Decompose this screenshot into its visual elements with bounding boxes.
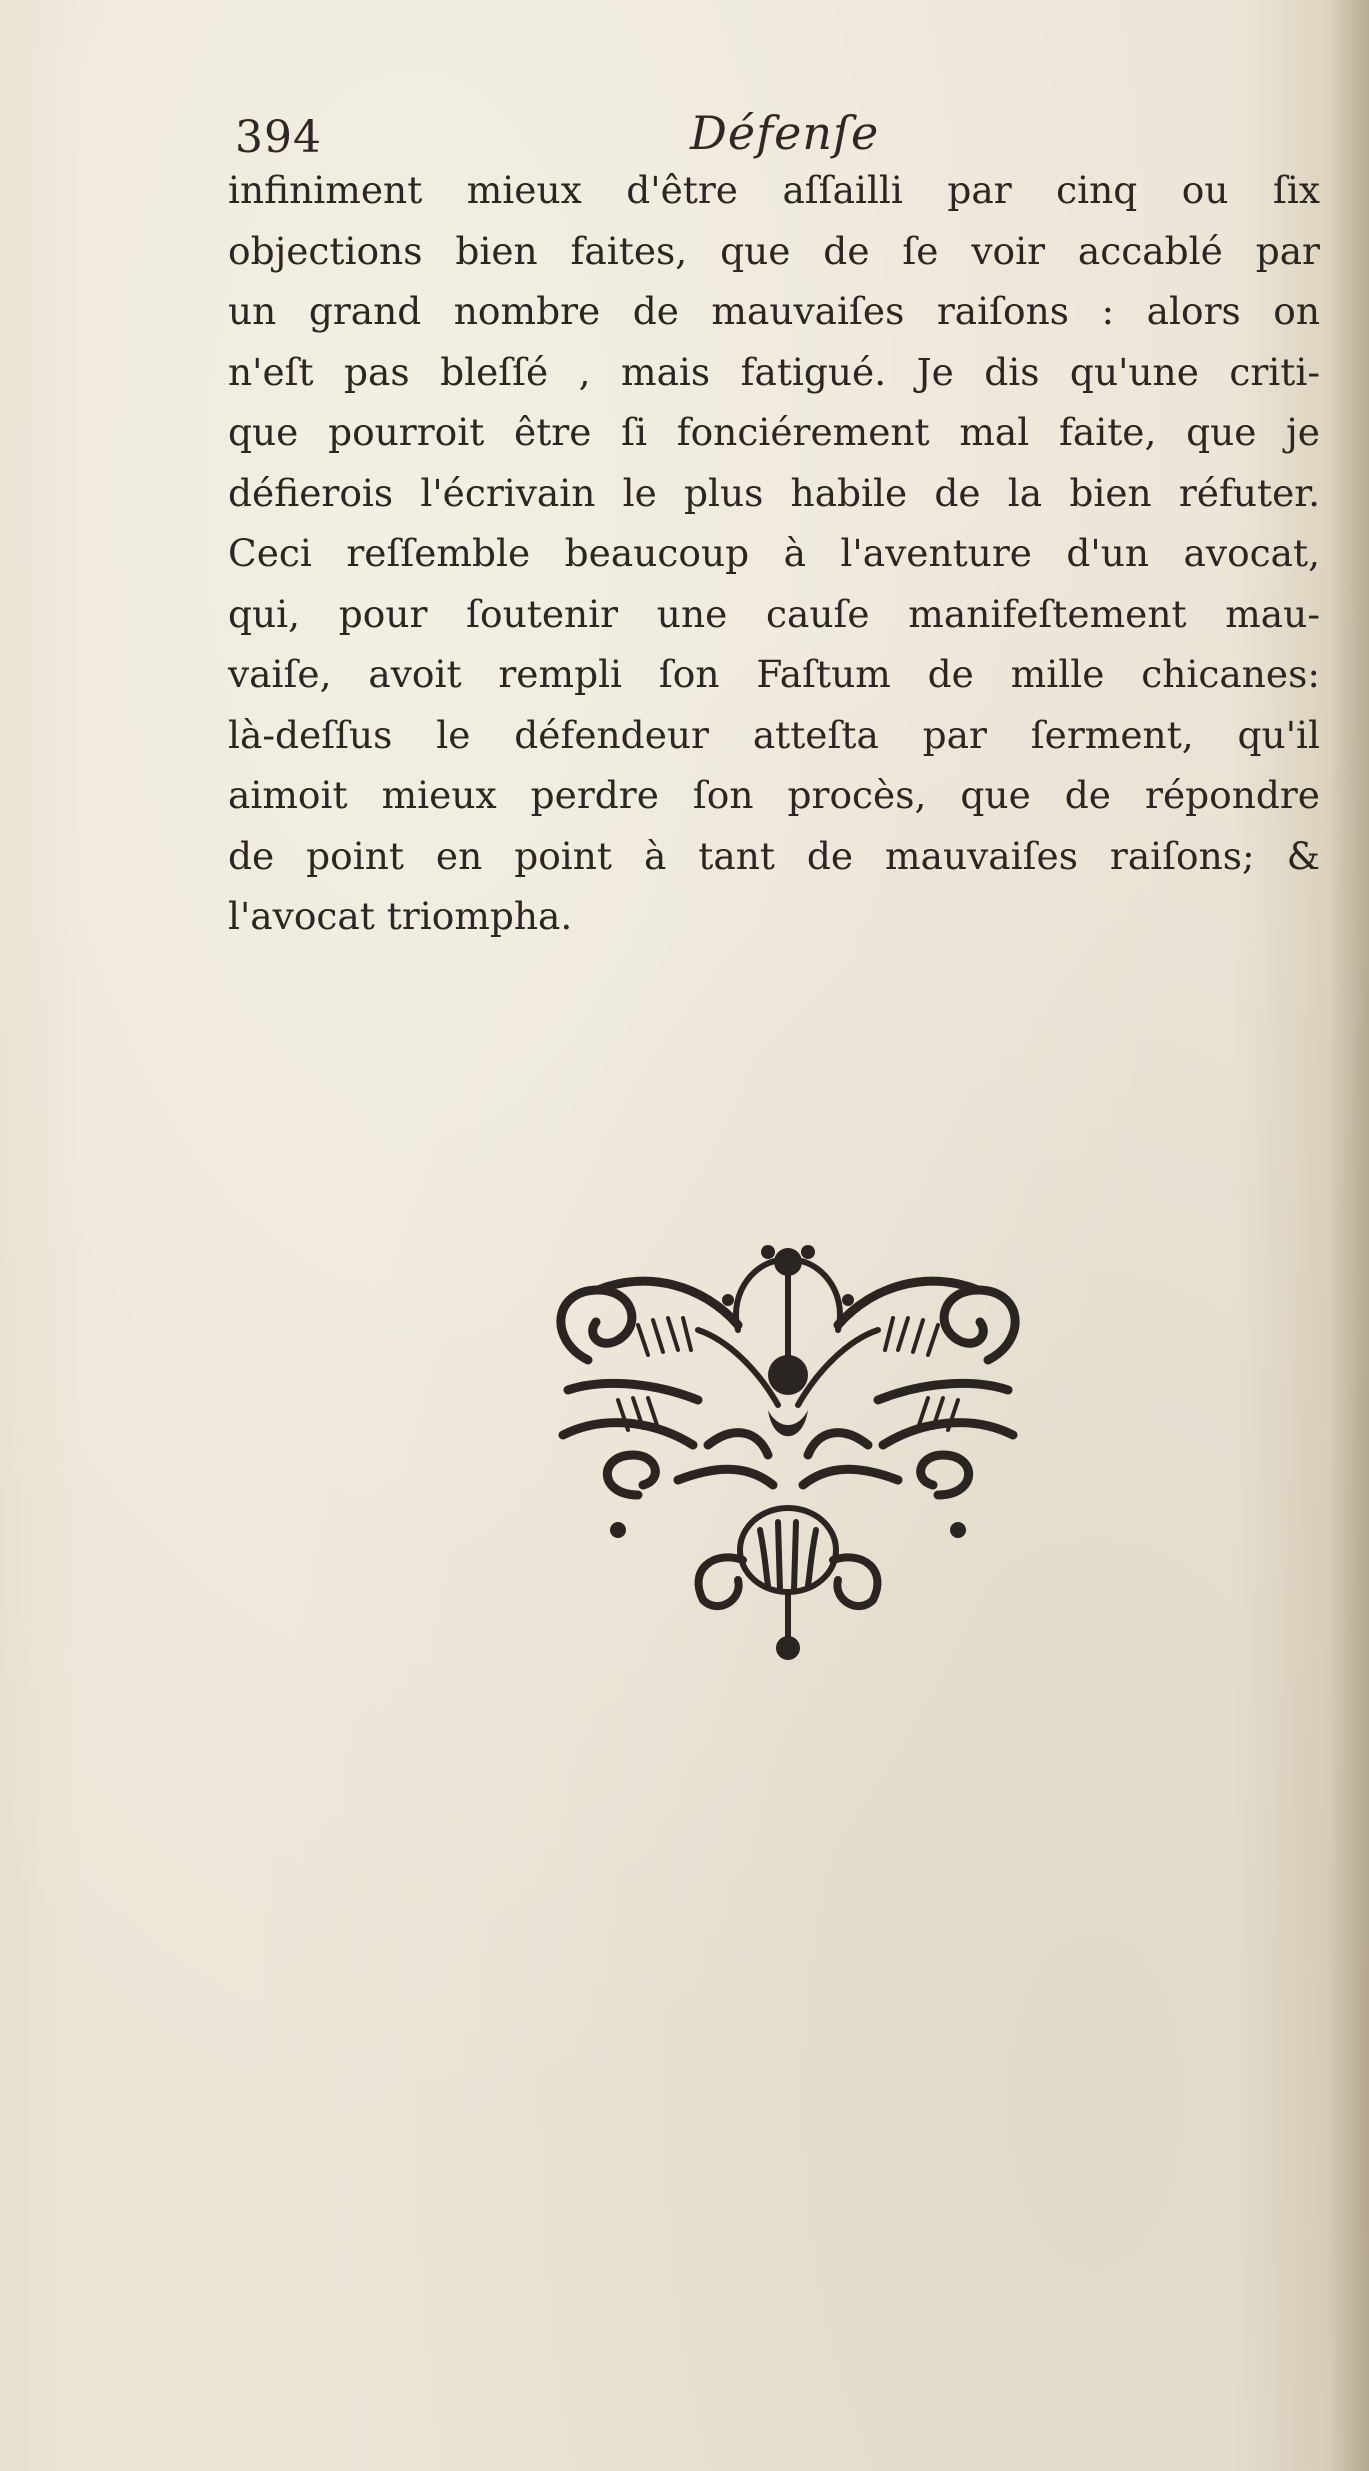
running-head: Défenſe (690, 106, 880, 160)
text-line: Ceci reſſemble beaucoup à l'aventure d'un avocat, (228, 531, 1320, 575)
body-paragraph (228, 160, 1320, 947)
page-edge-shadow (1329, 0, 1369, 2471)
text-line-last: l'avocat triompha. (228, 894, 573, 938)
text-line: aimoit mieux perdre ſon procès, que de répondre (228, 773, 1320, 817)
text-line: là-deſſus le défendeur atteſta par ſerment, qu'il (228, 712, 1320, 757)
text-line: infiniment mieux d'être aſſailli par cinq ou ſix (228, 168, 1320, 212)
text-line: de point en point à tant de mauvaiſes raiſons; & (228, 833, 1320, 878)
page-number: 394 (235, 112, 322, 163)
floral-tailpiece-icon (528, 1230, 1048, 1670)
text-line: qui, pour ſoutenir une cauſe manifeſtement mau- (228, 591, 1320, 636)
text-line: défierois l'écrivain le plus habile de la bien réfuter. (228, 470, 1320, 515)
text-line: un grand nombre de mauvaiſes raiſons : alors on (228, 289, 1320, 333)
text-line: vaiſe, avoit rempli ſon Faſtum de mille chicanes: (228, 652, 1320, 696)
text-line: que pourroit être ſi fonciérement mal faite, que je (228, 410, 1320, 454)
text-line: objections bien faites, que de ſe voir accablé par (228, 228, 1320, 273)
text-line: n'eſt pas bleſſé , mais fatigué. Je dis qu'une criti- (228, 349, 1320, 394)
